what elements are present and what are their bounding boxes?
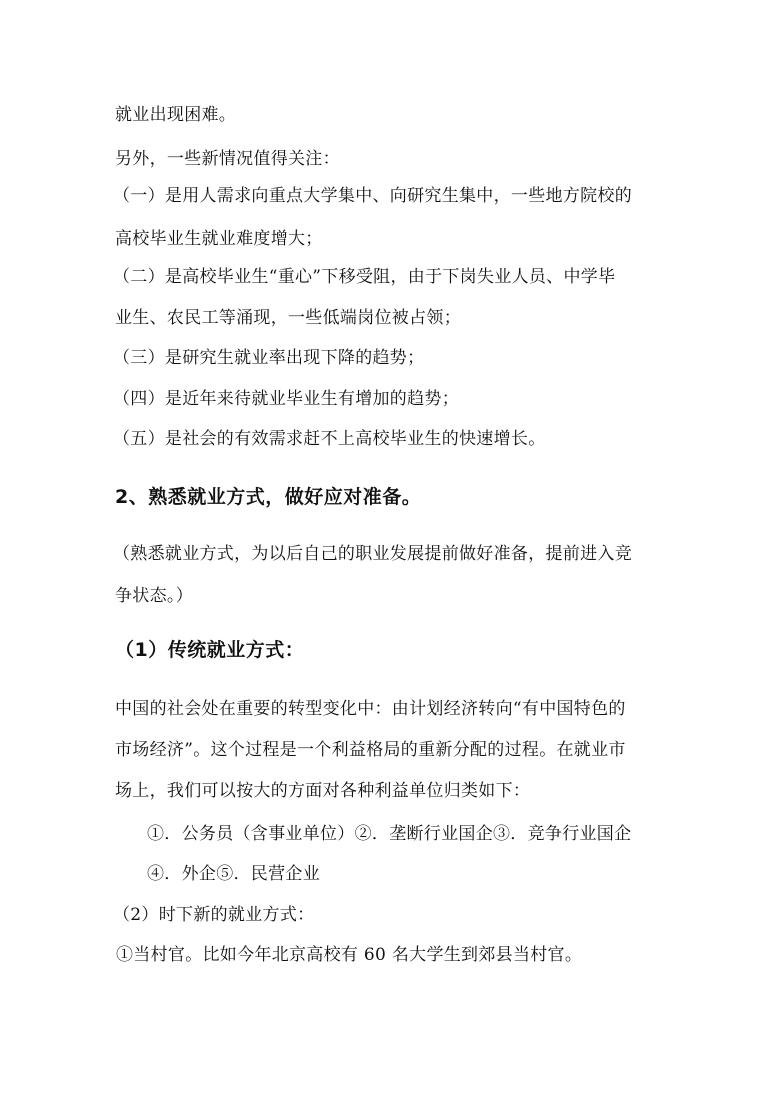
paragraph-3-line-1: 中国的社会处在重要的转型变化中：由计划经济转向“有中国特色的: [115, 699, 626, 719]
paragraph-3-line-3: 场上，我们可以按大的方面对各种利益单位归类如下：: [115, 781, 531, 801]
item-5: （五）是社会的有效需求赶不上高校毕业生的快速增长。: [113, 429, 546, 449]
paragraph-2: 另外，一些新情况值得关注：: [115, 149, 340, 169]
categories-line-1: ①．公务员（含事业单位）②．垄断行业国企③．竞争行业国企: [147, 824, 632, 844]
section-heading-2: 2、熟悉就业方式，做好应对准备。: [115, 486, 422, 508]
item-1-line-1: （一）是用人需求向重点大学集中、向研究生集中，一些地方院校的: [113, 186, 632, 206]
item-2-line-1: （二）是高校毕业生“重心”下移受阻，由于下岗失业人员、中学毕: [113, 267, 616, 287]
subheading-2: （2）时下新的就业方式：: [113, 905, 315, 925]
note-line-1: （熟悉就业方式，为以后自己的职业发展提前做好准备，提前进入竞: [113, 544, 632, 564]
item-3: （三）是研究生就业率出现下降的趋势；: [113, 348, 425, 368]
item-2-line-2: 业生、农民工等涌现，一些低端岗位被占领；: [115, 308, 461, 328]
item-1-line-2: 高校毕业生就业难度增大；: [115, 229, 323, 249]
paragraph-3-line-2: 市场经济”。这个过程是一个利益格局的重新分配的过程。在就业市: [115, 740, 626, 760]
item-4: （四）是近年来待就业毕业生有增加的趋势；: [113, 389, 459, 409]
paragraph-1: 就业出现困难。: [115, 105, 237, 125]
note-line-2: 争状态。）: [115, 586, 193, 606]
paragraph-4: ①当村官。比如今年北京高校有 60 名大学生到郊县当村官。: [116, 945, 583, 965]
categories-line-2: ④．外企⑤．民营企业: [147, 864, 320, 884]
subheading-1: （1）传统就业方式：: [115, 639, 305, 661]
